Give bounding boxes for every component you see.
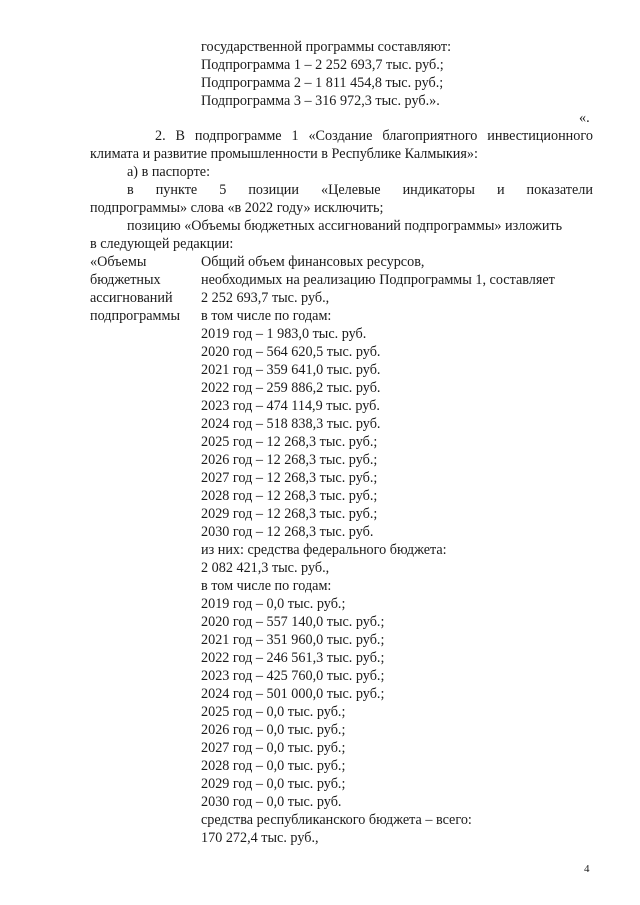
- intro-line-1: государственной программы составляют:: [201, 39, 452, 55]
- section2-p4-line2: в следующей редакции:: [90, 236, 234, 252]
- passport-value-line: 2021 год – 359 641,0 тыс. руб.: [201, 362, 381, 378]
- passport-value-line: 2022 год – 259 886,2 тыс. руб.: [201, 380, 381, 396]
- passport-value-line: 2023 год – 474 114,9 тыс. руб.: [201, 398, 380, 414]
- word: инвестиционного: [487, 128, 593, 144]
- word: 5: [219, 182, 227, 198]
- passport-value-line: 2024 год – 501 000,0 тыс. руб.;: [201, 686, 385, 702]
- passport-value-line: 2 082 421,3 тыс. руб.,: [201, 560, 330, 576]
- passport-value-line: 2030 год – 12 268,3 тыс. руб.: [201, 524, 374, 540]
- passport-label-line-3: ассигнований: [90, 290, 173, 306]
- closing-quote: «.: [579, 110, 590, 126]
- section2-p1-line2: климата и развитие промышленности в Республике Калмыкия»:: [90, 146, 478, 162]
- passport-value-line: 2028 год – 0,0 тыс. руб.;: [201, 758, 346, 774]
- passport-value-line: из них: средства федерального бюджета:: [201, 542, 447, 558]
- word: позиции: [248, 182, 299, 198]
- word: «Целевые: [321, 182, 381, 198]
- word: индикаторы: [402, 182, 475, 198]
- passport-value-line: 2028 год – 12 268,3 тыс. руб.;: [201, 488, 378, 504]
- word: благоприятного: [382, 128, 478, 144]
- word: показатели: [526, 182, 593, 198]
- passport-label-line-1: «Объемы: [90, 254, 147, 270]
- passport-value-line: 2029 год – 0,0 тыс. руб.;: [201, 776, 346, 792]
- passport-label-line-2: бюджетных: [90, 272, 161, 288]
- page-number: 4: [584, 863, 590, 875]
- word: подпрограмме: [194, 128, 282, 144]
- passport-value-line: 2019 год – 0,0 тыс. руб.;: [201, 596, 346, 612]
- word: в: [127, 182, 134, 198]
- passport-value-line: Общий объем финансовых ресурсов,: [201, 254, 425, 270]
- section2-p1-line1: [155, 128, 593, 146]
- passport-value-line: 2020 год – 564 620,5 тыс. руб.: [201, 344, 381, 360]
- passport-value-line: 2019 год – 1 983,0 тыс. руб.: [201, 326, 367, 342]
- passport-value-line: средства республиканского бюджета – всего:: [201, 812, 472, 828]
- passport-value-line: 2027 год – 0,0 тыс. руб.;: [201, 740, 346, 756]
- word: 2.: [155, 128, 166, 144]
- word: 1: [291, 128, 299, 144]
- section2-p2: а) в паспорте:: [127, 164, 211, 180]
- passport-value-line: 2024 год – 518 838,3 тыс. руб.: [201, 416, 381, 432]
- word: В: [175, 128, 185, 144]
- passport-value-line: 2026 год – 0,0 тыс. руб.;: [201, 722, 346, 738]
- passport-value-line: необходимых на реализацию Подпрограммы 1, составляет: [201, 272, 555, 288]
- passport-value-line: 2030 год – 0,0 тыс. руб.: [201, 794, 342, 810]
- word: пункте: [155, 182, 198, 198]
- passport-value-line: 2025 год – 12 268,3 тыс. руб.;: [201, 434, 378, 450]
- word: и: [496, 182, 505, 198]
- passport-value-line: 2020 год – 557 140,0 тыс. руб.;: [201, 614, 385, 630]
- passport-label-line-4: подпрограммы: [90, 308, 180, 324]
- passport-value-line: 2026 год – 12 268,3 тыс. руб.;: [201, 452, 378, 468]
- passport-value-line: 2022 год – 246 561,3 тыс. руб.;: [201, 650, 385, 666]
- intro-line-4: Подпрограмма 3 – 316 972,3 тыс. руб.».: [201, 93, 440, 109]
- section2-p3-line1: [127, 182, 593, 200]
- passport-value-line: 2023 год – 425 760,0 тыс. руб.;: [201, 668, 385, 684]
- section2-p4-line1: позицию «Объемы бюджетных ассигнований подпрограммы» изложить: [127, 218, 563, 234]
- intro-line-2: Подпрограмма 1 – 2 252 693,7 тыс. руб.;: [201, 57, 444, 73]
- intro-line-3: Подпрограмма 2 – 1 811 454,8 тыс. руб.;: [201, 75, 444, 91]
- passport-value-line: 2027 год – 12 268,3 тыс. руб.;: [201, 470, 378, 486]
- passport-value-line: 170 272,4 тыс. руб.,: [201, 830, 319, 846]
- passport-value-line: 2025 год – 0,0 тыс. руб.;: [201, 704, 346, 720]
- word: «Создание: [308, 128, 373, 144]
- passport-value-line: 2021 год – 351 960,0 тыс. руб.;: [201, 632, 385, 648]
- section2-p3-line2: подпрограммы» слова «в 2022 году» исключить;: [90, 200, 384, 216]
- passport-value-line: 2029 год – 12 268,3 тыс. руб.;: [201, 506, 378, 522]
- passport-value-line: в том числе по годам:: [201, 578, 332, 594]
- passport-value-line: 2 252 693,7 тыс. руб.,: [201, 290, 330, 306]
- passport-value-line: в том числе по годам:: [201, 308, 332, 324]
